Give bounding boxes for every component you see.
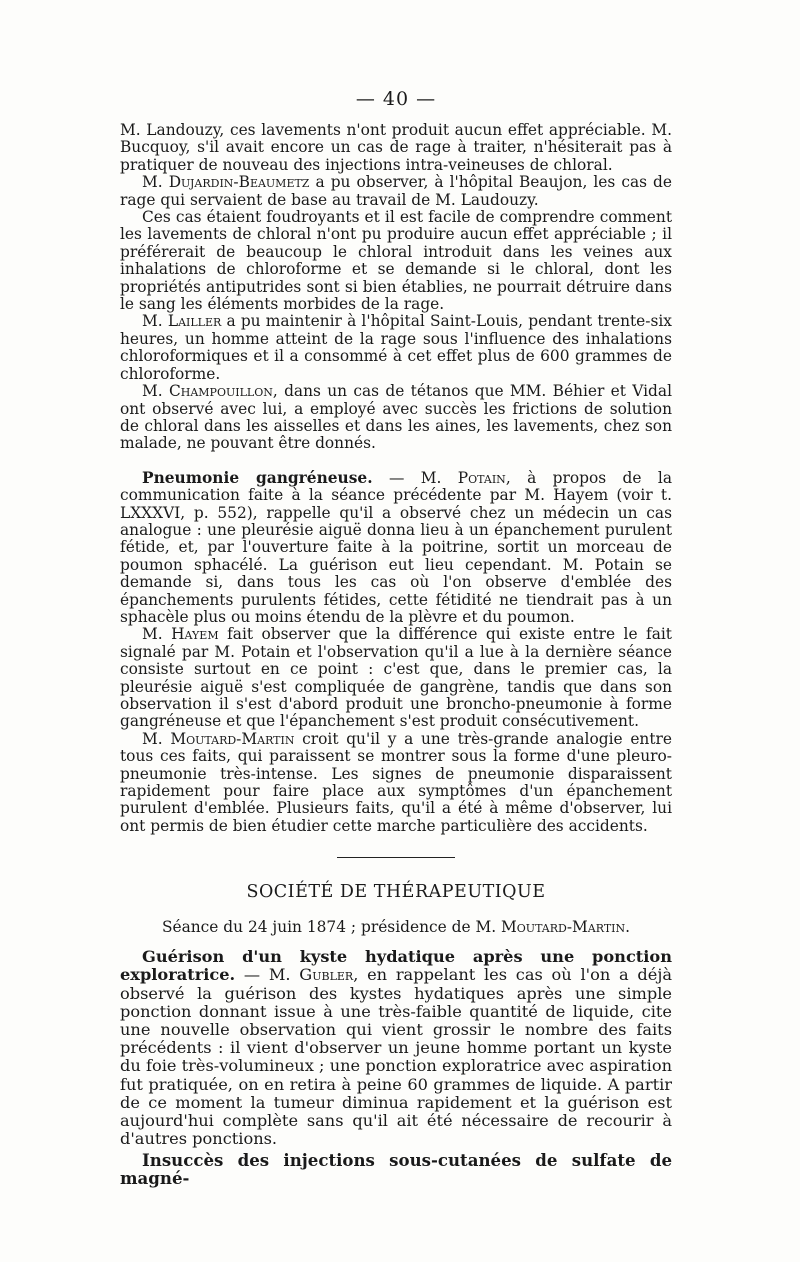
paragraph-pneumonie: Pneumonie gangréneuse. — M. Potain, à propos de la communication faite à la séance précédente par M. Hayem (voir t. LXXXVI, p. 552), rappelle qu'il a observé chez un médecin un cas analogue : une pleurésie aiguë donna lieu à un épanchement purulent fétide, et, par l'ouverture faite à la poitrine, sortit un morceau de poumon sphacélé. La guérison eut lieu cependant. M. Potain se demande si, dans tous les cas où l'on observe d'emblée des épanchements purulents fétides, cette fétidité ne tiendrait pas à un sphacèle plus ou moins étendu de la plèvre et du poumon. [120, 468, 672, 626]
page-number: — 40 — [355, 88, 437, 110]
section-heading: Pneumonie gangréneuse. [142, 468, 373, 487]
author-name: Gubler [299, 965, 354, 985]
paragraph-champouillon: M. Champouillon, dans un cas de tétanos que MM. Béhier et Vidal ont observé avec lui, a employé avec succès les frictions de solution de chloral dans les aisselles et dans les aines, les lavements, chez son malade, ne pouvant être donnés. [120, 382, 673, 453]
paragraph-lailler: M. Lailler a pu maintenir à l'hôpital Saint-Louis, pendant trente-six heures, un homme atteint de la rage sous l'influence des inhalations chloroformiques et il a consommé à cet effet plus de 600 grammes de chloroforme. [120, 312, 672, 383]
author-name: Potain [457, 468, 506, 487]
society-title: SOCIÉTÉ DE THÉRAPEUTIQUE [246, 882, 546, 903]
president-name: Moutard-Martin [501, 918, 626, 937]
spacer [120, 453, 672, 470]
author-name: Moutard-Martin [170, 729, 295, 748]
author-name: Hayem [171, 625, 219, 644]
author-name: Champouillon [168, 382, 273, 401]
seance-line: Séance du 24 juin 1874 ; présidence de M. Moutard-Martin. [161, 918, 631, 937]
section-divider [337, 857, 455, 858]
author-name: Lailler [167, 312, 222, 331]
paragraph-dujardin: M. Dujardin-Beaumetz a pu observer, à l'hôpital Beaujon, les cas de rage qui servaient de base au travail de M. Laudouzy. [120, 173, 673, 209]
paragraph-hayem: M. Hayem fait observer que la différence qui existe entre le fait signalé par M. Potain et l'observation qu'il a lue à la dernière séance consiste surtout en ce point : c'est que, dans le premier cas, la pleurésie aiguë s'est compliquée de gangrène, tandis que dans son observation il s'est d'abord produit une broncho-pneumonie à forme gangréneuse et que l'épanchement s'est produit consécutivement. [120, 625, 672, 731]
author-name: Dujardin-Beaumetz [168, 173, 310, 192]
article-heading-insucces: Insuccès des injections sous-cutanées de sulfate de magné- [120, 1150, 672, 1188]
paragraph-kyste: Guérison d'un kyste hydatique après une ponction exploratrice. — M. Gubler, en rappelant les cas où l'on a déjà observé la guérison des kystes hydatiques après une simple ponction donnant issue à une très-faible quantité de liquide, cite une nouvelle observation qui vient grossir le nombre des faits précédents : il vient d'observer un jeune homme portant un kyste du foie très-volumineux ; une ponction exploratrice avec aspiration fut pratiquée, on en retira à peine 60 grammes de liquide. A partir de ce moment la tumeur diminua rapidement et la guérison est aujourd'hui complète sans qu'il ait été nécessaire de recourir à d'autres ponctions. [120, 947, 672, 1149]
paragraph-moutard: M. Moutard-Martin croit qu'il y a une très-grande analogie entre tous ces faits, qui paraissent se montrer sous la forme d'une pleuro-pneumonie très-intense. Les signes de pneumonie disparaissent rapidement pour faire place aux symptômes d'un épanchement purulent d'emblée. Plusieurs faits, qu'il a été à même d'observer, lui ont permis de bien étudier cette marche particulière des accidents. [120, 729, 672, 835]
article-heading: Guérison d'un kyste hydatique après une ponction exploratrice. [120, 947, 672, 985]
paragraph-foudroyants: Ces cas étaient foudroyants et il est facile de comprendre comment les lavements de chloral n'ont pu produire aucun effet appréciable ; il préférerait de beaucoup le chloral introduit dans les veines aux inhalations de chloroforme et se demande si le chloral, dont les propriétés antiputrides sont si bien établies, ne pourrait détruire dans le sang les éléments morbides de la rage. [120, 208, 672, 314]
paragraph-landouzy: M. Landouzy, ces lavements n'ont produit aucun effet appréciable. M. Bucquoy, s'il avait encore un cas de rage à traiter, n'hésiterait pas à pratiquer de nouveau des injections intra-veineuses de chloral. [120, 121, 672, 174]
